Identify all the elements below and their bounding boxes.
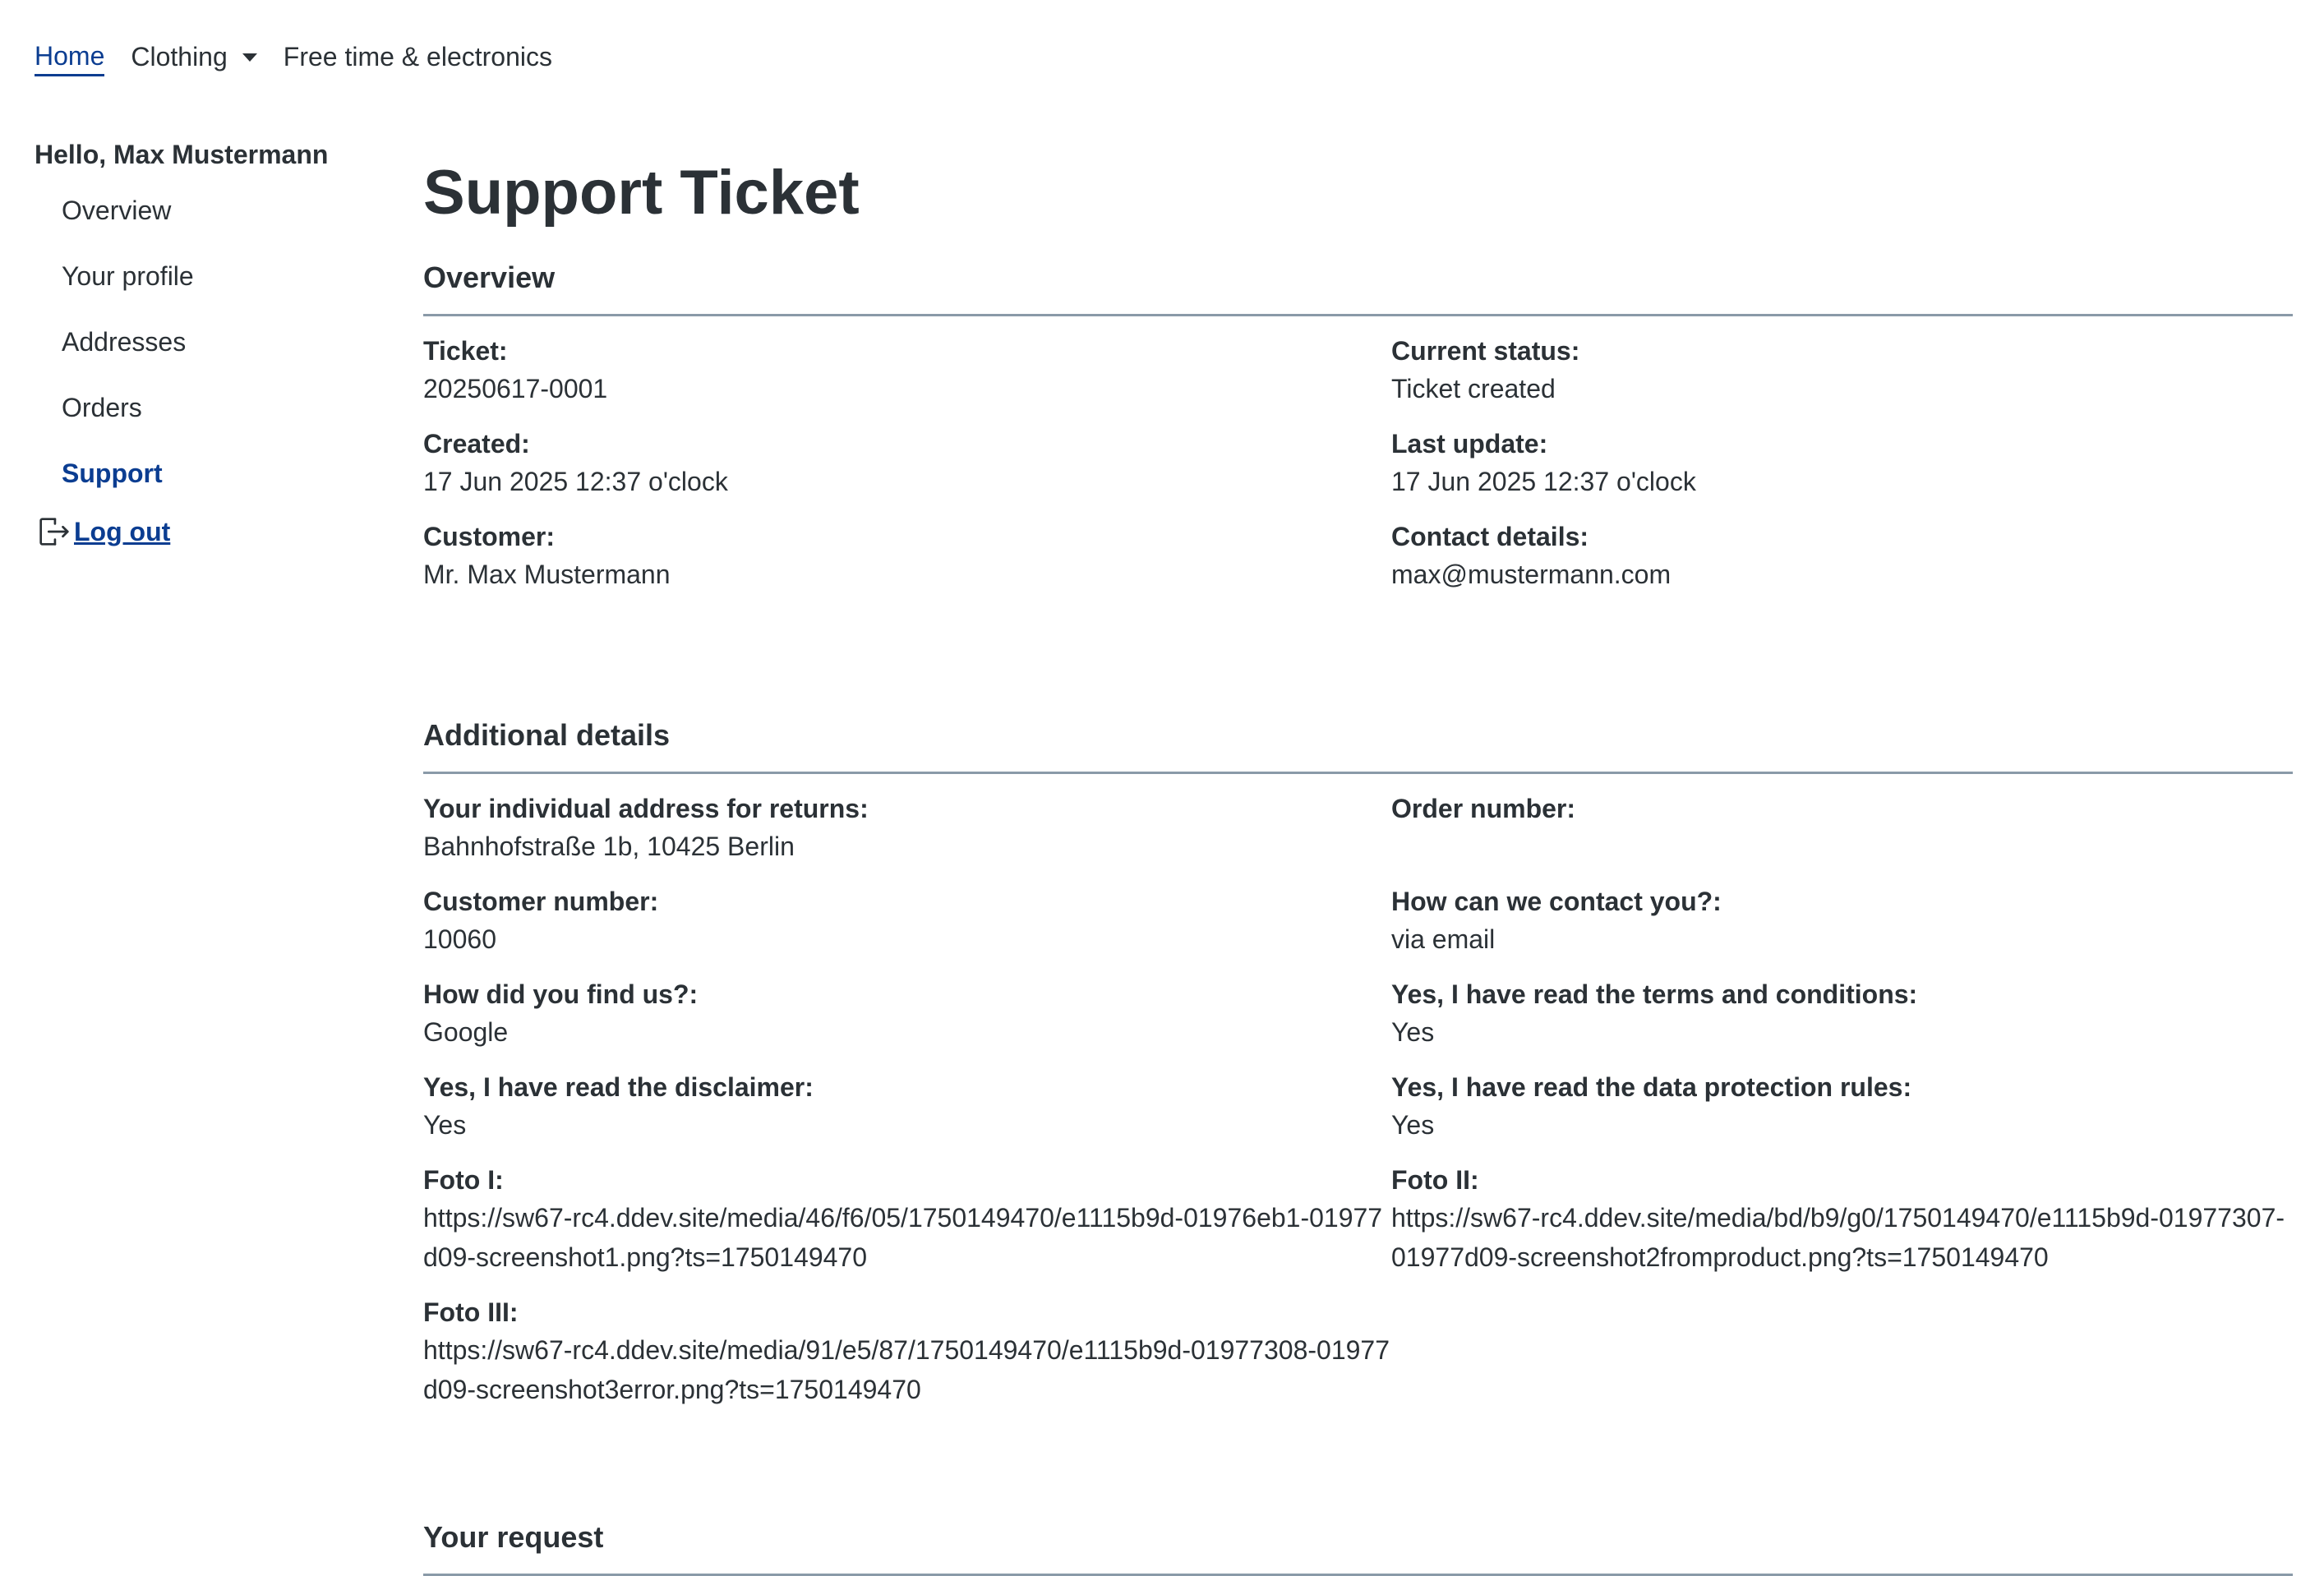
account-sidebar: [35, 136, 363, 551]
additional-details-heading: Additional details: [423, 714, 2293, 774]
field-label: Last update:: [1391, 429, 1548, 459]
return-address-field: [423, 790, 1391, 866]
customer-field: [423, 518, 1391, 594]
sidebar-item-support[interactable]: Support: [62, 459, 163, 488]
logout-icon: [35, 513, 72, 551]
contact-method-field: [1391, 883, 2293, 959]
chevron-down-icon: [242, 53, 257, 62]
customer-number: 10060: [423, 924, 496, 954]
field-label: Your individual address for returns:: [423, 794, 869, 823]
field-label: Created:: [423, 429, 530, 459]
overview-heading: Overview: [423, 256, 2293, 316]
field-label: Current status:: [1391, 336, 1580, 366]
account-menu: [35, 181, 363, 509]
terms-field: [1391, 976, 2293, 1052]
updated-date: 17 Jun 2025 12:37 o'clock: [1391, 467, 1696, 496]
overview-grid: [423, 333, 2293, 594]
foto3-field: [423, 1294, 1391, 1409]
field-label: How did you find us?:: [423, 979, 699, 1009]
ticket-number: 20250617-0001: [423, 374, 608, 403]
foto2-field: [1391, 1162, 2293, 1277]
field-label: Yes, I have read the disclaimer:: [423, 1072, 814, 1102]
foto1-url: https://sw67-rc4.ddev.site/media/46/f6/05/1750149470/e1115b9d-01976eb1-01977d09-screenshot1.png?ts=1750149470: [423, 1203, 1383, 1272]
field-label: Customer:: [423, 522, 556, 551]
main-content: [423, 148, 2293, 1576]
field-label: Contact details:: [1391, 522, 1589, 551]
sidebar-item-orders[interactable]: Orders: [62, 393, 142, 422]
sidebar-item-addresses[interactable]: Addresses: [62, 327, 187, 357]
disclaimer-value: Yes: [423, 1110, 467, 1140]
order-number-field: [1391, 790, 2293, 866]
contact-email: max@mustermann.com: [1391, 560, 1672, 589]
customer-name: Mr. Max Mustermann: [423, 560, 671, 589]
field-label: Order number:: [1391, 794, 1576, 823]
terms-value: Yes: [1391, 1017, 1435, 1047]
field-label: Yes, I have read the data protection rules:: [1391, 1072, 1912, 1102]
sidebar-item-overview[interactable]: Overview: [62, 196, 172, 225]
nav-clothing-label: Clothing: [131, 42, 228, 71]
page-title: Support Ticket: [423, 158, 860, 228]
disclaimer-field: [423, 1069, 1391, 1145]
field-label: Customer number:: [423, 887, 659, 916]
greeting: Hello, Max Mustermann: [35, 140, 329, 169]
find-us-value: Google: [423, 1017, 509, 1047]
additional-details-grid: [423, 790, 2293, 1409]
nav-clothing[interactable]: [131, 39, 256, 75]
field-label: Yes, I have read the terms and conditions:: [1391, 979, 1918, 1009]
nav-home[interactable]: Home: [35, 38, 104, 76]
nav-free-time-electronics[interactable]: Free time & electronics: [283, 42, 552, 71]
foto2-url: https://sw67-rc4.ddev.site/media/bd/b9/g0/1750149470/e1115b9d-01977307-01977d09-screenshot2fromproduct.png?ts=1750149470: [1391, 1203, 2285, 1272]
field-label: Ticket:: [423, 336, 508, 366]
logout-label: Log out: [74, 516, 171, 546]
created-date: 17 Jun 2025 12:37 o'clock: [423, 467, 728, 496]
logout-link[interactable]: [35, 513, 363, 551]
order-number: [1391, 827, 2293, 866]
contact-details-field: [1391, 518, 2293, 594]
foto1-field: [423, 1162, 1391, 1277]
foto3-url: https://sw67-rc4.ddev.site/media/91/e5/87/1750149470/e1115b9d-01977308-01977d09-screenshot3error.png?ts=1750149470: [423, 1335, 1390, 1404]
your-request-heading: Your request: [423, 1516, 2293, 1576]
return-address: Bahnhofstraße 1b, 10425 Berlin: [423, 832, 795, 861]
field-label: Foto I:: [423, 1165, 504, 1195]
customer-number-field: [423, 883, 1391, 959]
ticket-field: [423, 333, 1391, 408]
data-protection-field: [1391, 1069, 2293, 1145]
field-label: Foto III:: [423, 1297, 519, 1327]
find-us-field: [423, 976, 1391, 1052]
status-value: Ticket created: [1391, 374, 1556, 403]
main-navigation: [35, 36, 579, 77]
field-label: How can we contact you?:: [1391, 887, 1722, 916]
updated-field: [1391, 426, 2293, 501]
sidebar-item-profile[interactable]: Your profile: [62, 261, 194, 291]
status-field: [1391, 333, 2293, 408]
contact-method: via email: [1391, 924, 1496, 954]
created-field: [423, 426, 1391, 501]
data-protection-value: Yes: [1391, 1110, 1435, 1140]
field-label: Foto II:: [1391, 1165, 1479, 1195]
